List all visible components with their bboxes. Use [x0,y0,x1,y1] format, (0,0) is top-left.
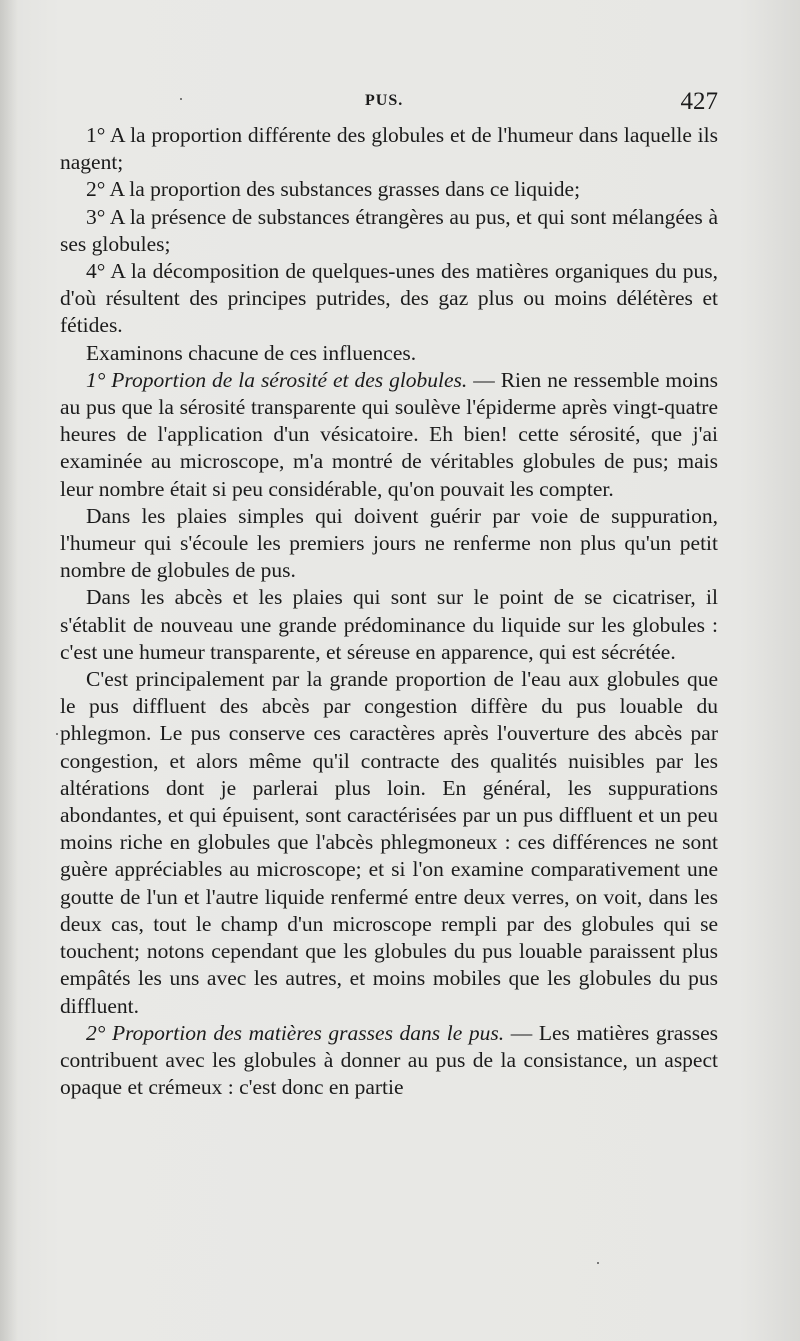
paragraph-text: — Rien ne ressemble moins au pus que la sérosité transparente qui soulève l'épiderme après vingt-quatre heures de l'application d'un vésicatoire. Eh bien! cette sérosité, que j'ai examinée au microscope, m'a montré de véritables globules de pus; mais leur nombre était si peu considérable, qu'on pouvait les compter. [60,367,718,501]
section-heading: 2° Proportion des matières grasses dans le pus. [86,1020,505,1045]
section-heading: 1° Proportion de la sérosité et des globules. [86,367,468,392]
paragraph-4 [60,258,718,340]
paragraph-5 [60,340,718,367]
paragraph-2 [60,176,718,203]
paragraph-10 [60,1020,718,1102]
paragraph-6 [60,367,718,503]
paragraph-text: — Les matières grasses contribuent avec les globules à donner au pus de la consistance, un aspect opaque et crémeux : c'est donc en partie [60,1020,718,1100]
paper-speck [56,733,58,735]
paper-speck [597,1262,599,1264]
paragraph-text: 4° A la décomposition de quelques-unes des matières organiques du pus, d'où résultent des principes putrides, des gaz plus ou moins délétères et fétides. [60,259,718,338]
paragraph-text: 1° A la proportion différente des globules et de l'humeur dans laquelle ils nagent; [60,123,718,175]
paragraph-text: Dans les plaies simples qui doivent guérir par voie de suppuration, l'humeur qui s'écoule les premiers jours ne renferme non plus qu'un petit nombre de globules de pus. [60,503,718,583]
running-title: PUS. [365,92,404,109]
paragraph-text: Examinons chacune de ces influences. [86,340,417,365]
paragraph-8 [60,584,718,666]
body-text [60,122,718,1101]
paragraph-9 [60,666,718,1020]
page-header [60,88,718,118]
paragraph-text: 3° A la présence de substances étrangères au pus, et qui sont mélangées à ses globules; [60,204,718,256]
paragraph-text: 2° A la proportion des substances grasses dans ce liquide; [86,177,581,202]
paragraph-text: Dans les abcès et les plaies qui sont sur le point de se cicatriser, il s'établit de nouveau une grande prédominance du liquide sur les globules : c'est une humeur transparente, et séreuse en apparence, qui est sécrétée. [60,585,718,664]
paragraph-3 [60,204,718,258]
paragraph-7 [60,503,718,585]
paragraph-text: C'est principalement par la grande proportion de l'eau aux globules que le pus diffluent des abcès par congestion diffère du pus louable du phlegmon. Le pus conserve ces caractères après l'ouverture des abcès par congestion, et alors même qu'il contracte des qualités nuisibles par les altérations dont je parlerai plus loin. En général, les suppurations abondantes, et qui épuisent, sont caractérisées par un pus diffluent et un peu moins riche en globules que l'abcès phlegmoneux : ces différences ne sont guère appréciables au microscope; et si l'on examine comparativement une goutte de l'un et l'autre liquide renfermé entre deux verres, on voit, dans les deux cas, tout le champ d'un microscope rempli par des globules qui se touchent; notons cependant que les globules du pus louable paraissent plus empâtés les uns avec les autres, et moins mobiles que les globules du pus diffluent. [60,667,718,1018]
page-number: 427 [680,88,718,115]
paragraph-1 [60,122,718,176]
paper-speck [180,98,182,100]
